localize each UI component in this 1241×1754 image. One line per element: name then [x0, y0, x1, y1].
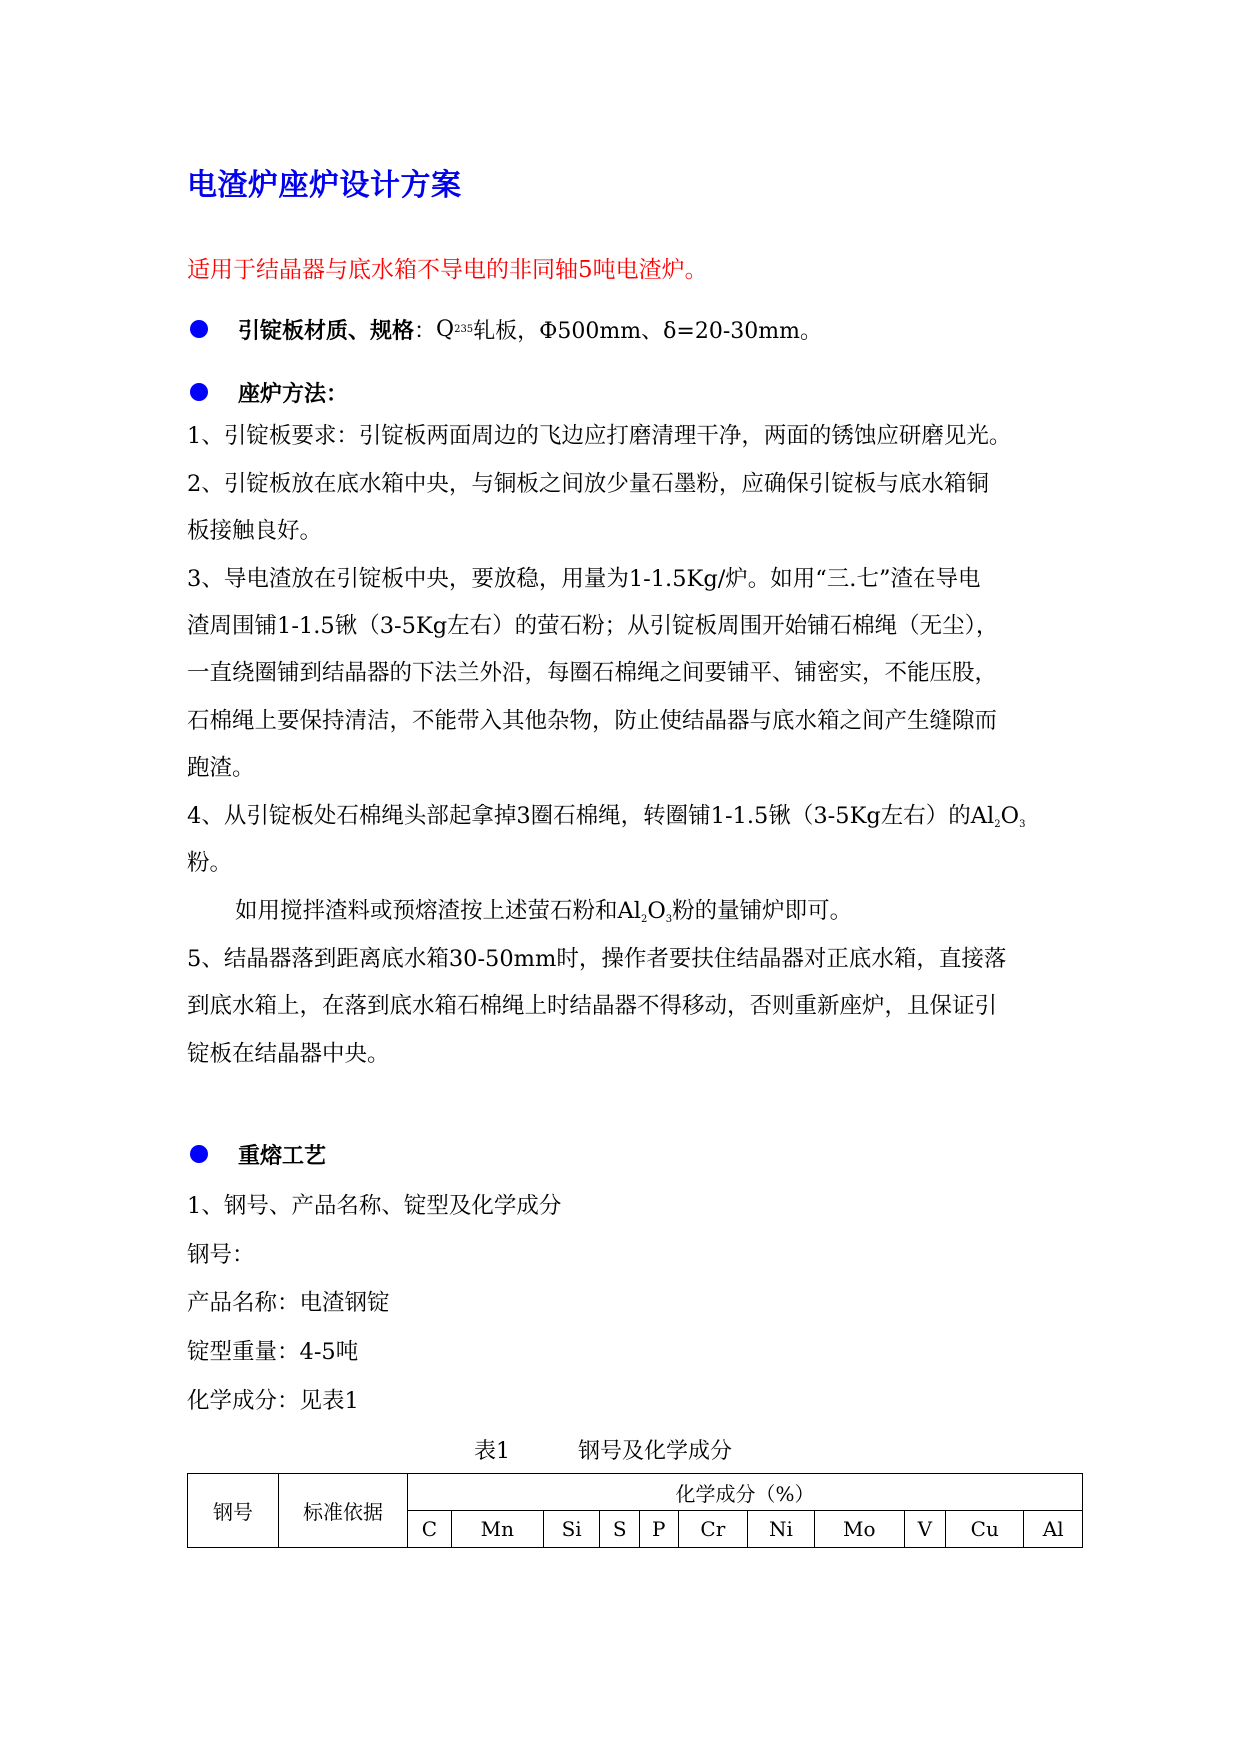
step-4-line-2: 粉。	[187, 850, 233, 876]
step-4-note-text: 如用搅拌渣料或预熔渣按上述萤石粉和Al	[235, 898, 641, 924]
step-4-note-end: 粉的量铺炉即可。	[672, 898, 853, 924]
step-5-line-1: 5、结晶器落到距离底水箱30-50mm时，操作者要扶住结晶器对正底水箱，直接落	[187, 946, 1007, 972]
remelt-line	[190, 1139, 326, 1169]
spec-colon: ：	[414, 318, 437, 344]
table-caption-number: 表1	[474, 1439, 510, 1464]
bullet-icon	[190, 320, 208, 338]
element-cell: Ni	[748, 1511, 815, 1548]
chemistry-line: 化学成分：见表1	[187, 1388, 359, 1414]
remelt-label: 重熔工艺	[238, 1143, 327, 1169]
header-grade: 钢号	[188, 1474, 279, 1548]
method-label: 座炉方法：	[238, 381, 349, 407]
header-standard: 标准依据	[279, 1474, 408, 1548]
document-title: 电渣炉座炉设计方案	[187, 168, 462, 203]
product-name-line: 产品名称：电渣钢锭	[187, 1290, 390, 1316]
spec-q: Q	[436, 316, 455, 342]
element-cell: P	[639, 1511, 678, 1548]
step-4-text: 4、从引锭板处石棉绳头部起拿掉3圈石棉绳，转圈铺1-1.5锹（3-5Kg左右）的Al	[187, 803, 995, 829]
step-3-line-1: 3、导电渣放在引锭板中央，要放稳，用量为1-1.5Kg/炉。如用“三.七”渣在导电	[187, 566, 981, 592]
remelt-item-1: 1、钢号、产品名称、锭型及化学成分	[187, 1193, 562, 1219]
ingot-weight-line: 锭型重量：4-5吨	[187, 1339, 359, 1365]
element-cell: S	[600, 1511, 639, 1548]
step-4-note-sub-1: 2	[640, 914, 648, 925]
step-4-sub-2: 3	[1019, 819, 1026, 830]
element-cell: V	[904, 1511, 945, 1548]
step-4-note	[235, 893, 1135, 925]
element-cell: C	[408, 1511, 452, 1548]
table-header-row	[188, 1474, 1083, 1511]
steel-grade-line: 钢号：	[187, 1242, 255, 1268]
bullet-icon	[190, 383, 208, 401]
spec-q-subscript: 235	[454, 323, 474, 335]
element-cell: Si	[543, 1511, 600, 1548]
step-4-note-o: O	[647, 898, 666, 924]
step-4-line-1	[187, 798, 1087, 830]
spec-label: 引锭板材质、规格	[238, 318, 415, 344]
spec-line	[190, 314, 822, 344]
element-cell: Cr	[678, 1511, 747, 1548]
element-cell: Mo	[814, 1511, 904, 1548]
element-cell: Mn	[451, 1511, 543, 1548]
step-2-line-2: 板接触良好。	[187, 518, 323, 544]
element-cell: Al	[1024, 1511, 1083, 1548]
spec-rest: 轧板，Ф500mm、δ=20-30mm。	[473, 318, 822, 344]
table-caption-title: 钢号及化学成分	[578, 1439, 733, 1464]
chemistry-table	[187, 1473, 1083, 1548]
step-5-line-2: 到底水箱上，在落到底水箱石棉绳上时结晶器不得移动，否则重新座炉，且保证引	[187, 993, 998, 1019]
step-4-note-sub-2: 3	[665, 914, 673, 925]
step-4-o: O	[1000, 803, 1020, 829]
step-2-line-1: 2、引锭板放在底水箱中央，与铜板之间放少量石墨粉，应确保引锭板与底水箱铜	[187, 471, 989, 497]
header-chemistry: 化学成分（%）	[408, 1474, 1083, 1511]
step-3-line-5: 跑渣。	[187, 755, 255, 781]
step-3-line-2: 渣周围铺1-1.5锹（3-5Kg左右）的萤石粉；从引锭板周围开始铺石棉绳（无尘），	[187, 613, 999, 639]
bullet-icon	[190, 1145, 208, 1163]
document-subtitle: 适用于结晶器与底水箱不导电的非同轴5吨电渣炉。	[187, 257, 708, 283]
step-3-line-3: 一直绕圈铺到结晶器的下法兰外沿，每圈石棉绳之间要铺平、铺密实，不能压股，	[187, 660, 998, 686]
step-4-sub-1: 2	[994, 819, 1001, 830]
element-cell: Cu	[946, 1511, 1024, 1548]
step-5-line-3: 锭板在结晶器中央。	[187, 1041, 390, 1067]
method-line	[190, 377, 348, 407]
step-1: 1、引锭板要求：引锭板两面周边的飞边应打磨清理干净，两面的锈蚀应研磨见光。	[187, 423, 1012, 449]
step-3-line-4: 石棉绳上要保持清洁，不能带入其他杂物，防止使结晶器与底水箱之间产生缝隙而	[187, 708, 998, 734]
